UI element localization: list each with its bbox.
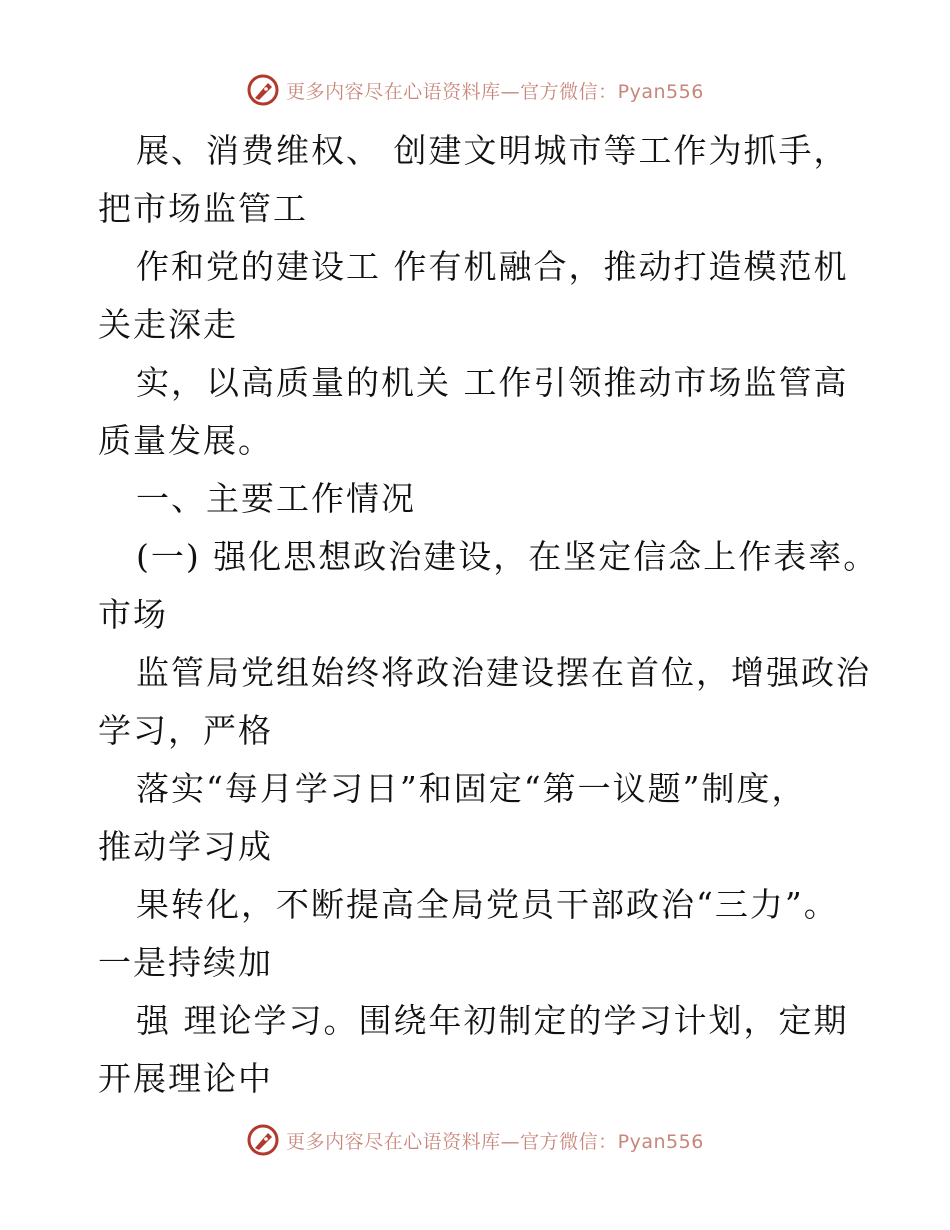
text-line: 果转化，不断提高全局党员干部政治“三力”。 [136,885,839,924]
watermark-text: 更多内容尽在心语资料库—官方微信：Pyan556 [286,1130,704,1153]
document-body [98,122,879,1108]
text-line: 学习，严格 [98,711,273,750]
text-line: 关走深走 [98,305,238,344]
text-line: 作和党的建设工 作有机融合，推动打造模范机 [136,247,849,286]
text-line: 开展理论中 [98,1059,273,1098]
text-line: 市场 [98,595,168,634]
watermark-text: 更多内容尽在心语资料库—官方微信：Pyan556 [286,80,704,103]
text-line: 强 理论学习。围绕年初制定的学习计划，定期 [136,1001,849,1040]
pen-nib-logo-icon [246,73,280,107]
text-line: 落实“每月学习日”和固定“第一议题”制度， [136,769,807,808]
text-line: 一是持续加 [98,943,273,982]
text-line: 监管局党组始终将政治建设摆在首位，增强政治 [136,653,871,692]
text-line: 一、主要工作情况 [136,479,416,518]
text-line: (一) 强化思想政治建设，在坚定信念上作表率。 [136,537,879,576]
pen-nib-logo-icon [246,1123,280,1157]
text-line: 把市场监管工 [98,189,308,228]
text-line: 展、消费维权、 创建文明城市等工作为抓手， [136,131,849,170]
text-line: 推动学习成 [98,827,273,866]
footer-watermark [0,1120,950,1160]
text-line: 质量发展。 [98,421,273,460]
header-watermark [0,70,950,110]
text-line: 实，以高质量的机关 工作引领推动市场监管高 [136,363,849,402]
